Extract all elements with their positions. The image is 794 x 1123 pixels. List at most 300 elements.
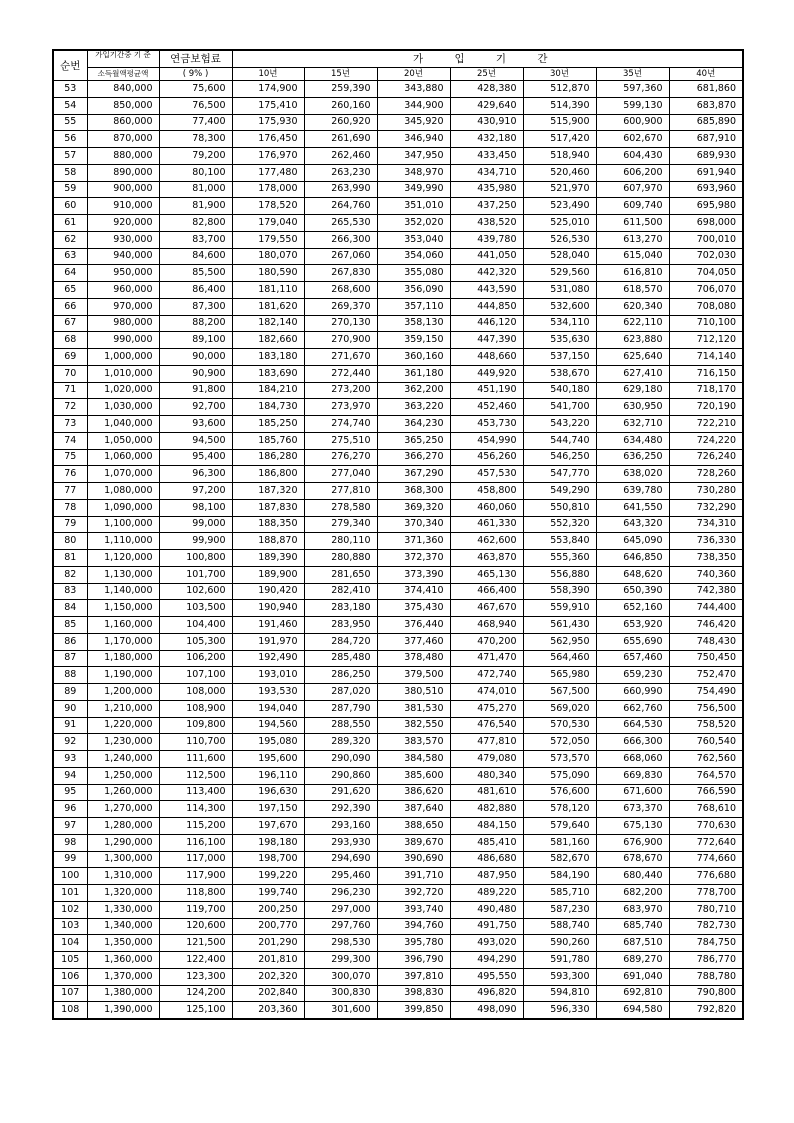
year-40-cell: 687,910 [669,131,743,148]
year-30-cell: 525,010 [523,215,596,232]
year-15-cell: 296,230 [304,885,377,902]
table-row [53,215,743,232]
premium-cell: 105,300 [159,633,232,650]
year-10-cell: 184,210 [232,382,304,399]
table-row [53,432,743,449]
year-40-cell: 744,400 [669,600,743,617]
year-10-cell: 202,840 [232,985,304,1002]
year-25-cell: 485,410 [450,834,523,851]
year-35-cell: 613,270 [596,231,669,248]
year-40-cell: 681,860 [669,81,743,98]
table-row [53,784,743,801]
table-row [53,667,743,684]
table-row [53,516,743,533]
year-30-cell: 596,330 [523,1002,596,1019]
income-cell: 910,000 [87,198,159,215]
table-row [53,617,743,634]
premium-cell: 114,300 [159,801,232,818]
year-30-cell: 567,500 [523,684,596,701]
year-35-cell: 664,530 [596,717,669,734]
year-30-cell: 570,530 [523,717,596,734]
row-number: 107 [53,985,87,1002]
year-40-cell: 790,800 [669,985,743,1002]
year-35-cell: 632,710 [596,416,669,433]
year-10-cell: 201,290 [232,935,304,952]
year-35-cell: 689,270 [596,952,669,969]
year-30-cell: 588,740 [523,918,596,935]
premium-cell: 99,000 [159,516,232,533]
year-15-cell: 282,410 [304,583,377,600]
year-40-cell: 706,070 [669,282,743,299]
row-number: 99 [53,851,87,868]
row-number: 85 [53,617,87,634]
year-20-cell: 362,200 [377,382,450,399]
row-number: 82 [53,566,87,583]
header-income-bottom: 소득월액평균액 [87,68,159,81]
year-40-cell: 714,140 [669,349,743,366]
year-10-cell: 186,280 [232,449,304,466]
year-15-cell: 301,600 [304,1002,377,1019]
year-15-cell: 300,070 [304,968,377,985]
year-25-cell: 434,710 [450,164,523,181]
year-20-cell: 374,410 [377,583,450,600]
year-15-cell: 281,650 [304,566,377,583]
row-number: 71 [53,382,87,399]
year-10-cell: 185,250 [232,416,304,433]
premium-cell: 122,400 [159,952,232,969]
header-year-10: 10년 [232,68,304,81]
year-35-cell: 606,200 [596,164,669,181]
row-number: 83 [53,583,87,600]
year-15-cell: 268,600 [304,282,377,299]
year-10-cell: 178,520 [232,198,304,215]
year-35-cell: 655,690 [596,633,669,650]
premium-cell: 97,200 [159,483,232,500]
year-15-cell: 280,880 [304,550,377,567]
year-35-cell: 659,230 [596,667,669,684]
income-cell: 1,020,000 [87,382,159,399]
premium-cell: 99,900 [159,533,232,550]
table-row [53,734,743,751]
year-10-cell: 197,150 [232,801,304,818]
premium-cell: 81,900 [159,198,232,215]
year-35-cell: 630,950 [596,399,669,416]
row-number: 80 [53,533,87,550]
year-30-cell: 593,300 [523,968,596,985]
header-year-35: 35년 [596,68,669,81]
premium-cell: 119,700 [159,901,232,918]
year-15-cell: 262,460 [304,148,377,165]
row-number: 89 [53,684,87,701]
year-25-cell: 428,380 [450,81,523,98]
year-30-cell: 591,780 [523,952,596,969]
table-header [53,50,743,81]
year-30-cell: 512,870 [523,81,596,98]
year-25-cell: 479,080 [450,751,523,768]
year-35-cell: 678,670 [596,851,669,868]
year-15-cell: 297,000 [304,901,377,918]
year-10-cell: 188,870 [232,533,304,550]
income-cell: 860,000 [87,114,159,131]
year-10-cell: 196,630 [232,784,304,801]
income-cell: 1,320,000 [87,885,159,902]
income-cell: 1,290,000 [87,834,159,851]
year-40-cell: 766,590 [669,784,743,801]
premium-cell: 89,100 [159,332,232,349]
row-number: 95 [53,784,87,801]
premium-cell: 93,600 [159,416,232,433]
year-35-cell: 604,430 [596,148,669,165]
year-20-cell: 393,740 [377,901,450,918]
row-number: 97 [53,818,87,835]
premium-cell: 111,600 [159,751,232,768]
year-10-cell: 183,690 [232,365,304,382]
year-30-cell: 573,570 [523,751,596,768]
premium-cell: 106,200 [159,650,232,667]
year-10-cell: 179,040 [232,215,304,232]
year-10-cell: 203,360 [232,1002,304,1019]
year-35-cell: 616,810 [596,265,669,282]
table-row [53,550,743,567]
year-35-cell: 671,600 [596,784,669,801]
year-15-cell: 265,530 [304,215,377,232]
row-number: 108 [53,1002,87,1019]
premium-cell: 108,000 [159,684,232,701]
row-number: 77 [53,483,87,500]
row-number: 105 [53,952,87,969]
income-cell: 1,380,000 [87,985,159,1002]
income-cell: 1,060,000 [87,449,159,466]
row-number: 64 [53,265,87,282]
income-cell: 840,000 [87,81,159,98]
year-15-cell: 277,040 [304,466,377,483]
year-20-cell: 372,370 [377,550,450,567]
row-number: 78 [53,499,87,516]
year-15-cell: 283,950 [304,617,377,634]
year-20-cell: 343,880 [377,81,450,98]
row-number: 90 [53,700,87,717]
year-35-cell: 609,740 [596,198,669,215]
year-10-cell: 177,480 [232,164,304,181]
year-20-cell: 397,810 [377,968,450,985]
year-40-cell: 726,240 [669,449,743,466]
year-10-cell: 175,930 [232,114,304,131]
year-30-cell: 538,670 [523,365,596,382]
table-row [53,700,743,717]
table-row [53,282,743,299]
table-row [53,148,743,165]
year-30-cell: 515,900 [523,114,596,131]
year-40-cell: 718,170 [669,382,743,399]
year-25-cell: 471,470 [450,650,523,667]
pension-table [52,49,744,1020]
year-15-cell: 286,250 [304,667,377,684]
row-number: 62 [53,231,87,248]
year-40-cell: 764,570 [669,767,743,784]
premium-cell: 118,800 [159,885,232,902]
year-40-cell: 774,660 [669,851,743,868]
year-20-cell: 364,230 [377,416,450,433]
table-row [53,533,743,550]
year-10-cell: 192,490 [232,650,304,667]
row-number: 53 [53,81,87,98]
header-year-15: 15년 [304,68,377,81]
year-15-cell: 290,860 [304,767,377,784]
year-10-cell: 182,140 [232,315,304,332]
row-number: 73 [53,416,87,433]
year-35-cell: 602,670 [596,131,669,148]
row-number: 59 [53,181,87,198]
premium-cell: 123,300 [159,968,232,985]
row-number: 84 [53,600,87,617]
year-10-cell: 182,660 [232,332,304,349]
table-row [53,633,743,650]
year-20-cell: 384,580 [377,751,450,768]
year-15-cell: 261,690 [304,131,377,148]
table-row [53,315,743,332]
year-10-cell: 199,740 [232,885,304,902]
year-25-cell: 460,060 [450,499,523,516]
year-25-cell: 496,820 [450,985,523,1002]
table-row [53,717,743,734]
year-10-cell: 196,110 [232,767,304,784]
year-10-cell: 194,560 [232,717,304,734]
table-row [53,851,743,868]
year-40-cell: 788,780 [669,968,743,985]
income-cell: 1,130,000 [87,566,159,583]
year-20-cell: 378,480 [377,650,450,667]
year-20-cell: 380,510 [377,684,450,701]
year-15-cell: 273,200 [304,382,377,399]
row-number: 103 [53,918,87,935]
table-row [53,935,743,952]
table-row [53,600,743,617]
year-20-cell: 369,320 [377,499,450,516]
row-number: 75 [53,449,87,466]
year-35-cell: 662,760 [596,700,669,717]
year-35-cell: 615,040 [596,248,669,265]
table-row [53,684,743,701]
year-20-cell: 354,060 [377,248,450,265]
year-20-cell: 375,430 [377,600,450,617]
income-cell: 1,210,000 [87,700,159,717]
year-40-cell: 792,820 [669,1002,743,1019]
year-20-cell: 351,010 [377,198,450,215]
year-10-cell: 198,700 [232,851,304,868]
income-cell: 1,270,000 [87,801,159,818]
year-20-cell: 356,090 [377,282,450,299]
income-cell: 1,220,000 [87,717,159,734]
year-25-cell: 429,640 [450,97,523,114]
year-25-cell: 493,020 [450,935,523,952]
year-15-cell: 274,740 [304,416,377,433]
year-10-cell: 197,670 [232,818,304,835]
year-30-cell: 547,770 [523,466,596,483]
year-40-cell: 732,290 [669,499,743,516]
table-row [53,650,743,667]
year-30-cell: 555,360 [523,550,596,567]
year-30-cell: 526,530 [523,231,596,248]
header-period: 가 입 기 간 [232,50,743,68]
row-number: 100 [53,868,87,885]
premium-cell: 94,500 [159,432,232,449]
year-10-cell: 180,070 [232,248,304,265]
year-40-cell: 710,100 [669,315,743,332]
year-35-cell: 620,340 [596,298,669,315]
income-cell: 1,310,000 [87,868,159,885]
year-30-cell: 559,910 [523,600,596,617]
income-cell: 900,000 [87,181,159,198]
row-number: 54 [53,97,87,114]
year-20-cell: 363,220 [377,399,450,416]
year-30-cell: 590,260 [523,935,596,952]
year-10-cell: 199,220 [232,868,304,885]
premium-cell: 80,100 [159,164,232,181]
row-number: 88 [53,667,87,684]
year-15-cell: 270,130 [304,315,377,332]
year-30-cell: 562,950 [523,633,596,650]
year-15-cell: 297,760 [304,918,377,935]
year-20-cell: 349,990 [377,181,450,198]
year-20-cell: 345,920 [377,114,450,131]
year-20-cell: 373,390 [377,566,450,583]
year-25-cell: 451,190 [450,382,523,399]
year-25-cell: 430,910 [450,114,523,131]
income-cell: 1,050,000 [87,432,159,449]
year-40-cell: 691,940 [669,164,743,181]
year-10-cell: 176,970 [232,148,304,165]
table-row [53,818,743,835]
year-20-cell: 377,460 [377,633,450,650]
row-number: 66 [53,298,87,315]
row-number: 81 [53,550,87,567]
premium-cell: 108,900 [159,700,232,717]
year-15-cell: 273,970 [304,399,377,416]
year-30-cell: 556,880 [523,566,596,583]
year-20-cell: 389,670 [377,834,450,851]
year-35-cell: 650,390 [596,583,669,600]
table-row [53,499,743,516]
table-row [53,868,743,885]
year-40-cell: 695,980 [669,198,743,215]
income-cell: 850,000 [87,97,159,114]
year-40-cell: 704,050 [669,265,743,282]
year-30-cell: 537,150 [523,349,596,366]
table-row [53,901,743,918]
year-25-cell: 463,870 [450,550,523,567]
income-cell: 1,180,000 [87,650,159,667]
year-40-cell: 740,360 [669,566,743,583]
row-number: 76 [53,466,87,483]
income-cell: 1,370,000 [87,968,159,985]
premium-cell: 87,300 [159,298,232,315]
income-cell: 1,120,000 [87,550,159,567]
year-40-cell: 746,420 [669,617,743,634]
year-20-cell: 394,760 [377,918,450,935]
year-40-cell: 772,640 [669,834,743,851]
table-row [53,131,743,148]
year-35-cell: 660,990 [596,684,669,701]
premium-cell: 113,400 [159,784,232,801]
year-10-cell: 202,320 [232,968,304,985]
income-cell: 890,000 [87,164,159,181]
year-10-cell: 186,800 [232,466,304,483]
row-number: 98 [53,834,87,851]
year-25-cell: 449,920 [450,365,523,382]
year-25-cell: 442,320 [450,265,523,282]
premium-cell: 117,000 [159,851,232,868]
row-number: 94 [53,767,87,784]
year-40-cell: 770,630 [669,818,743,835]
year-20-cell: 390,690 [377,851,450,868]
table-row [53,968,743,985]
year-40-cell: 736,330 [669,533,743,550]
year-15-cell: 276,270 [304,449,377,466]
income-cell: 990,000 [87,332,159,349]
row-number: 61 [53,215,87,232]
year-10-cell: 195,600 [232,751,304,768]
year-35-cell: 694,580 [596,1002,669,1019]
year-40-cell: 786,770 [669,952,743,969]
year-15-cell: 270,900 [304,332,377,349]
income-cell: 1,280,000 [87,818,159,835]
year-25-cell: 448,660 [450,349,523,366]
premium-cell: 88,200 [159,315,232,332]
year-40-cell: 762,560 [669,751,743,768]
year-40-cell: 700,010 [669,231,743,248]
premium-cell: 96,300 [159,466,232,483]
table-row [53,114,743,131]
income-cell: 1,010,000 [87,365,159,382]
year-25-cell: 490,480 [450,901,523,918]
year-10-cell: 189,900 [232,566,304,583]
year-25-cell: 481,610 [450,784,523,801]
year-15-cell: 263,230 [304,164,377,181]
year-40-cell: 724,220 [669,432,743,449]
year-30-cell: 541,700 [523,399,596,416]
year-10-cell: 193,530 [232,684,304,701]
year-15-cell: 289,320 [304,734,377,751]
year-15-cell: 275,510 [304,432,377,449]
year-10-cell: 181,620 [232,298,304,315]
year-40-cell: 748,430 [669,633,743,650]
year-25-cell: 458,800 [450,483,523,500]
year-25-cell: 456,260 [450,449,523,466]
year-25-cell: 467,670 [450,600,523,617]
income-cell: 1,170,000 [87,633,159,650]
year-15-cell: 283,180 [304,600,377,617]
pension-table-sheet [52,49,742,1020]
year-10-cell: 191,460 [232,617,304,634]
year-40-cell: 683,870 [669,97,743,114]
row-number: 106 [53,968,87,985]
year-35-cell: 683,970 [596,901,669,918]
year-25-cell: 453,730 [450,416,523,433]
year-30-cell: 561,430 [523,617,596,634]
year-15-cell: 292,390 [304,801,377,818]
year-40-cell: 784,750 [669,935,743,952]
year-15-cell: 271,670 [304,349,377,366]
year-30-cell: 578,120 [523,801,596,818]
year-30-cell: 579,640 [523,818,596,835]
year-15-cell: 260,160 [304,97,377,114]
income-cell: 1,030,000 [87,399,159,416]
premium-cell: 102,600 [159,583,232,600]
premium-cell: 82,800 [159,215,232,232]
year-30-cell: 531,080 [523,282,596,299]
year-20-cell: 382,550 [377,717,450,734]
year-10-cell: 191,970 [232,633,304,650]
